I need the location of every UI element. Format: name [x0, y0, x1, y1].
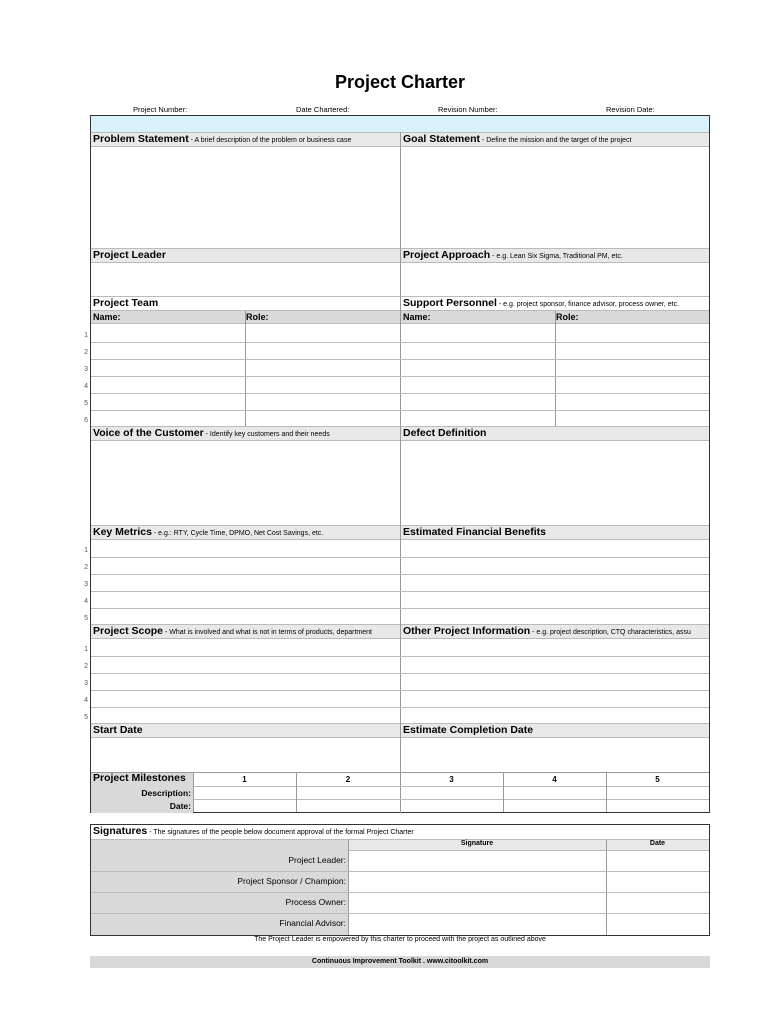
page-title: Project Charter [334, 72, 466, 92]
team-row-line [91, 393, 709, 394]
voice-of-customer-field[interactable] [91, 441, 400, 525]
support-name-col: Name: [403, 312, 431, 322]
completion-date-label: Estimate Completion Date [403, 724, 534, 736]
signature-row-label: Project Leader: [288, 855, 346, 865]
milestone-number: 3 [449, 775, 454, 784]
project-number-label: Project Number: [133, 105, 188, 114]
milestones-row-line [193, 786, 709, 787]
project-leader-field[interactable] [91, 263, 400, 295]
team-role-col: Role: [246, 312, 269, 322]
signatures-desc: - The signatures of the people below document approval of the formal Project Charter [147, 829, 414, 836]
row-number: 1 [84, 646, 88, 653]
row-number: 4 [84, 598, 88, 605]
row-number: 4 [84, 697, 88, 704]
financial-benefits-header [401, 525, 709, 540]
row-number: 2 [84, 663, 88, 670]
other-info-desc: - e.g. project description, CTQ characteristics, assu [530, 629, 691, 636]
team-name-col: Name: [93, 312, 121, 322]
voice-of-customer-desc: - Identify key customers and their needs [203, 431, 330, 438]
voice-of-customer-label: Voice of the Customer [93, 427, 204, 439]
row-number: 4 [84, 383, 88, 390]
signature-row-label: Project Sponsor / Champion: [237, 876, 346, 886]
project-team-label: Project Team [93, 297, 159, 309]
goal-statement-desc: - Define the mission and the target of the project [480, 137, 632, 144]
start-date-label: Start Date [93, 724, 143, 736]
row-number: 2 [84, 564, 88, 571]
project-approach-desc: - e.g. Lean Six Sigma, Traditional PM, etc. [490, 253, 623, 260]
row-number: 5 [84, 714, 88, 721]
key-metrics-header [91, 525, 400, 540]
milestones-row-line [193, 799, 709, 800]
project-scope-header [91, 624, 400, 639]
project-team-header [91, 296, 400, 311]
problem-statement-desc: - A brief description of the problem or business case [188, 137, 352, 144]
start-date-header [91, 723, 400, 738]
project-leader-label: Project Leader [93, 249, 166, 261]
start-date-field[interactable] [91, 738, 400, 771]
other-info-header [401, 624, 709, 639]
other-info-label: Other Project Information [403, 625, 531, 637]
milestone-number: 4 [552, 775, 557, 784]
row-number: 2 [84, 349, 88, 356]
completion-date-header [401, 723, 709, 738]
milestones-description-label: Description: [141, 788, 191, 798]
defect-definition-field[interactable] [401, 441, 709, 525]
row-number: 3 [84, 581, 88, 588]
key-metrics-desc: - e.g.: RTY, Cycle Time, DPMO, Net Cost Savings, etc. [151, 530, 324, 537]
key-metrics-label: Key Metrics [93, 526, 152, 538]
support-personnel-desc: - e.g. project sponsor, finance advisor, process owner, etc. [496, 301, 680, 308]
problem-statement-header [91, 132, 400, 147]
revision-date-label: Revision Date: [606, 105, 655, 114]
footer: Continuous Improvement Toolkit . www.citoolkit.com [90, 956, 710, 968]
signature-col-line [606, 840, 607, 935]
milestone-number: 1 [242, 775, 247, 784]
signature-row-line [91, 892, 709, 893]
support-role-col: Role: [556, 312, 579, 322]
row-number: 6 [84, 417, 88, 424]
row-number: 3 [84, 680, 88, 687]
milestone-number: 2 [345, 775, 351, 784]
defect-definition-header [401, 426, 709, 441]
metrics-row-line [91, 557, 709, 558]
signature-row-line [91, 913, 709, 914]
signature-row-label: Financial Advisor: [279, 918, 346, 928]
support-personnel-header [401, 296, 709, 311]
financial-benefits-label: Estimated Financial Benefits [403, 526, 546, 538]
project-leader-header [91, 248, 400, 263]
project-scope-desc: - What is involved and what is not in terms of products, department [163, 629, 372, 636]
defect-definition-label: Defect Definition [403, 427, 487, 439]
problem-statement-field[interactable] [91, 147, 400, 247]
date-column-header: Date [649, 840, 666, 847]
date-chartered-label: Date Chartered: [296, 105, 350, 114]
completion-date-field[interactable] [401, 738, 709, 771]
charter-header-band [91, 116, 709, 133]
signatures-header [91, 825, 709, 840]
milestones-top-line [91, 772, 709, 773]
signature-col-line [348, 840, 349, 935]
signatures-label: Signatures [93, 825, 148, 837]
project-approach-label: Project Approach [403, 249, 491, 261]
metrics-row-line [91, 591, 709, 592]
signature-row-label: Process Owner: [285, 897, 346, 907]
goal-statement-label: Goal Statement [403, 133, 481, 145]
metrics-row-line [91, 608, 709, 609]
team-row-line [91, 359, 709, 360]
goal-statement-field[interactable] [401, 147, 709, 247]
row-number: 1 [84, 332, 88, 339]
milestones-date-label: Date: [169, 801, 191, 811]
milestone-number: 5 [655, 775, 660, 784]
scope-row-line [91, 690, 709, 691]
signature-column-header: Signature [460, 840, 494, 847]
revision-number-label: Revision Number: [438, 105, 498, 114]
project-approach-field[interactable] [401, 263, 709, 295]
row-number: 5 [84, 615, 88, 622]
team-row-line [91, 410, 709, 411]
row-number: 1 [84, 547, 88, 554]
row-number: 5 [84, 400, 88, 407]
scope-row-line [91, 656, 709, 657]
goal-statement-header [401, 132, 709, 147]
scope-row-line [91, 707, 709, 708]
project-approach-header [401, 248, 709, 263]
scope-row-line [91, 673, 709, 674]
team-row-line [91, 342, 709, 343]
team-row-line [91, 376, 709, 377]
row-number: 3 [84, 366, 88, 373]
metrics-row-line [91, 574, 709, 575]
problem-statement-label: Problem Statement [93, 133, 189, 145]
signature-row-line [91, 871, 709, 872]
empowerment-note: The Project Leader is empowered by this charter to proceed with the project as outlined above [254, 936, 546, 943]
project-scope-label: Project Scope [93, 625, 164, 637]
voice-of-customer-header [91, 426, 400, 441]
milestones-label: Project Milestones [93, 772, 186, 784]
support-personnel-label: Support Personnel [403, 297, 497, 309]
